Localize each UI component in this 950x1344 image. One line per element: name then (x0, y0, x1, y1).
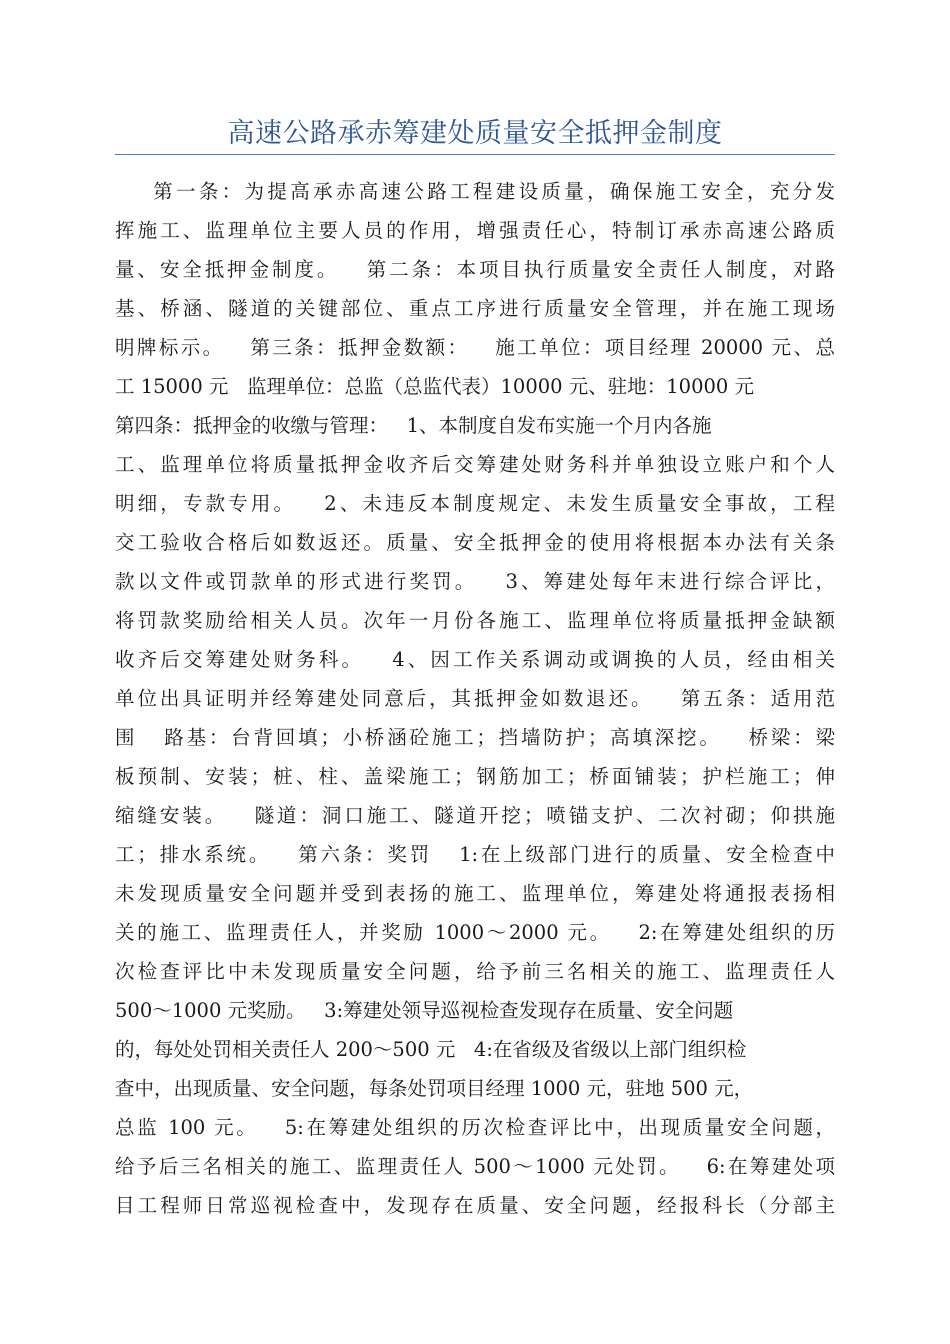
body-text-line: 收齐后交筹建处财务科。 4、因工作关系调动或调换的人员，经由相关 (115, 648, 835, 671)
body-text-line: 量、安全抵押金制度。 第二条：本项目执行质量安全责任人制度，对路 (115, 258, 835, 281)
body-text-line: 工 15000 元 监理单位：总监（总监代表）10000 元、驻地：10000 元 (115, 375, 754, 398)
body-text-line: 500～1000 元奖励。 3:筹建处领导巡视检查发现存在质量、安全问题 (115, 999, 734, 1022)
body-text-line: 缩缝安装。 隧道：洞口施工、隧道开挖；喷锚支护、二次衬砌；仰拱施 (115, 804, 835, 827)
body-text-line: 明牌标示。 第三条：抵押金数额： 施工单位：项目经理 20000 元、总 (115, 336, 835, 359)
body-text-line: 总监 100 元。 5:在筹建处组织的历次检查评比中，出现质量安全问题， (115, 1116, 835, 1139)
body-text-line: 关的施工、监理责任人，并奖励 1000～2000 元。 2:在筹建处组织的历 (115, 921, 835, 944)
document-title: 高速公路承赤筹建处质量安全抵押金制度 (227, 118, 723, 149)
body-text-line: 基、桥涵、隧道的关键部位、重点工序进行质量安全管理，并在施工现场 (115, 297, 835, 320)
body-text-line: 查中，出现质量、安全问题，每条处罚项目经理 1000 元，驻地 500 元， (115, 1077, 754, 1100)
body-text-line: 明细，专款专用。 2、未违反本制度规定、未发生质量安全事故，工程 (115, 492, 835, 515)
body-text-line: 给予后三名相关的施工、监理责任人 500～1000 元处罚。 6:在筹建处项 (115, 1155, 835, 1178)
body-text-line: 交工验收合格后如数返还。质量、安全抵押金的使用将根据本办法有关条 (115, 531, 835, 554)
body-text-line: 将罚款奖励给相关人员。次年一月份各施工、监理单位将质量抵押金缺额 (115, 609, 835, 632)
body-text-line: 未发现质量安全问题并受到表扬的施工、监理单位，筹建处将通报表扬相 (115, 882, 835, 905)
body-text-line: 板预制、安装；桩、柱、盖梁施工；钢筋加工；桥面铺装；护栏施工；伸 (115, 765, 835, 788)
body-text-line: 目工程师日常巡视检查中，发现存在质量、安全问题，经报科长（分部主 (115, 1194, 835, 1217)
body-text-line: 工、监理单位将质量抵押金收齐后交筹建处财务科并单独设立账户和个人 (115, 453, 835, 476)
body-text-line: 款以文件或罚款单的形式进行奖罚。 3、筹建处每年末进行综合评比， (115, 570, 835, 593)
body-text-line: 单位出具证明并经筹建处同意后，其抵押金如数退还。 第五条：适用范 (115, 687, 835, 710)
body-text-line: 挥施工、监理单位主要人员的作用，增强责任心，特制订承赤高速公路质 (115, 219, 835, 242)
body-text-line: 第一条：为提高承赤高速公路工程建设质量，确保施工安全，充分发 (115, 180, 835, 203)
title-underline (115, 154, 835, 155)
body-text-line: 的，每处处罚相关责任人 200～500 元 4:在省级及省级以上部门组织检 (115, 1038, 747, 1061)
body-text-line: 工；排水系统。 第六条：奖罚 1:在上级部门进行的质量、安全检查中 (115, 843, 835, 866)
body-text-line: 次检查评比中未发现质量安全问题，给予前三名相关的施工、监理责任人 (115, 960, 835, 983)
body-text-line: 围 路基：台背回填；小桥涵砼施工；挡墙防护；高填深挖。 桥梁：梁 (115, 726, 835, 749)
body-text-line: 第四条：抵押金的收缴与管理： 1、本制度自发布实施一个月内各施 (115, 414, 712, 437)
document-body (115, 172, 835, 1225)
